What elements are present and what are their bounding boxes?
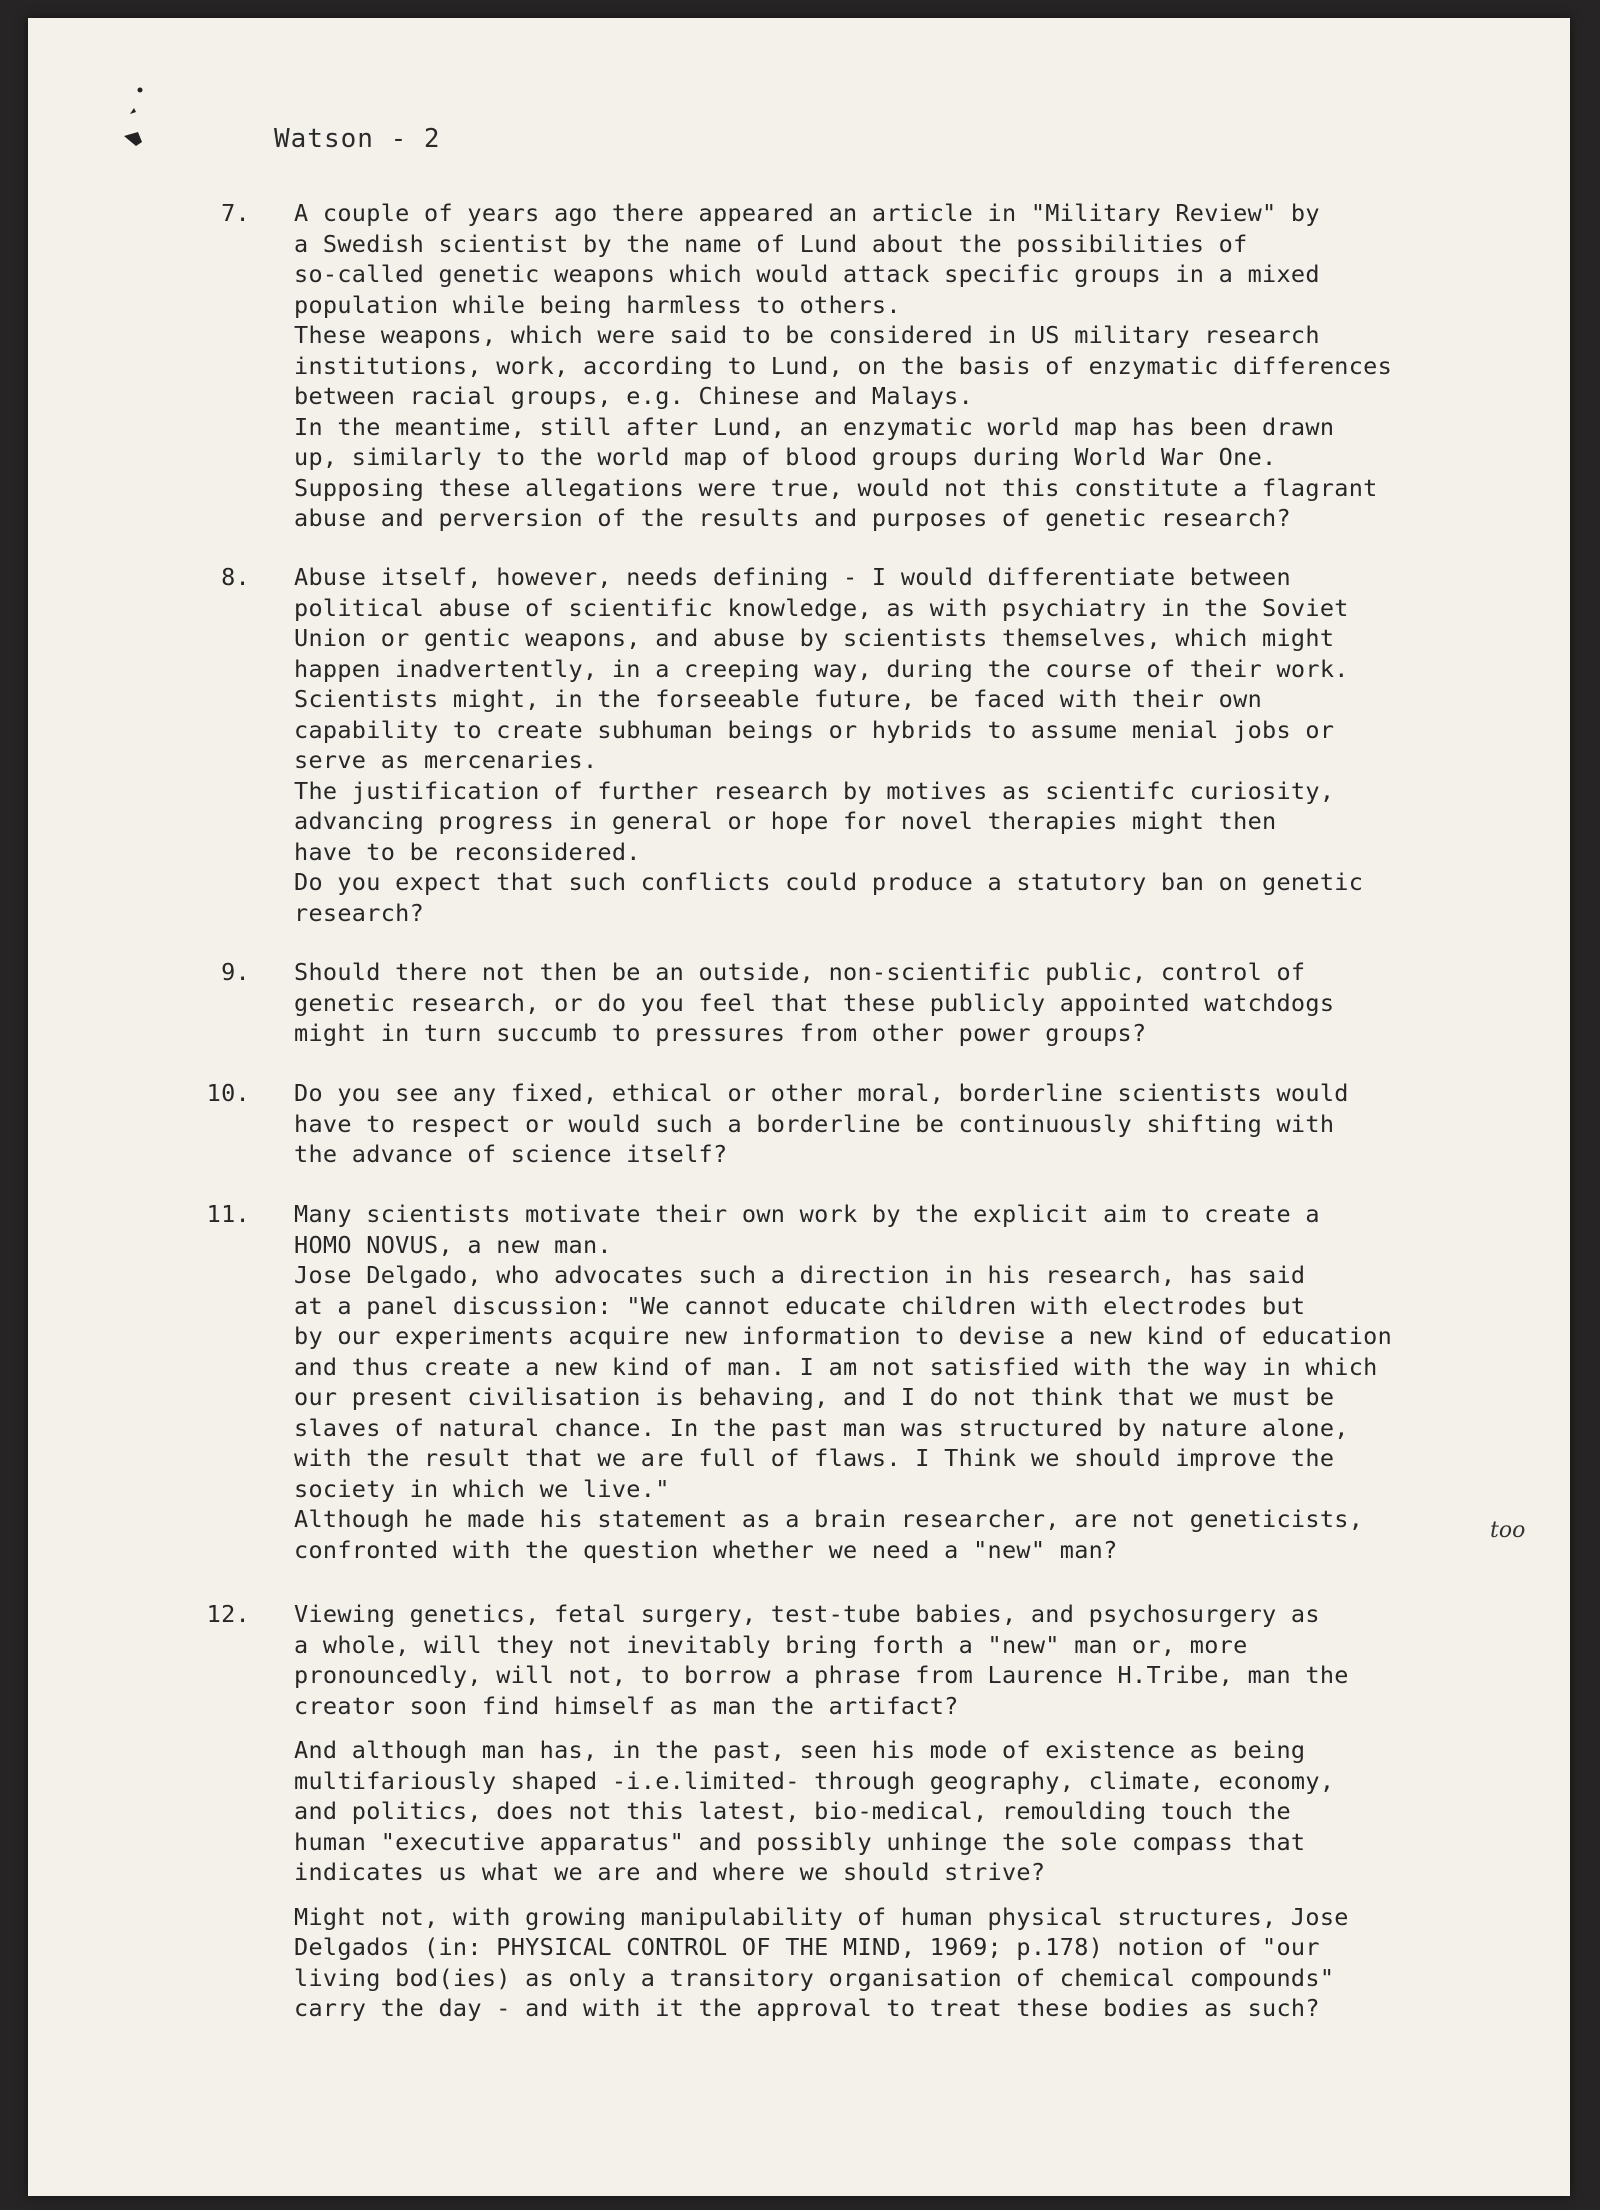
punch-hole-marks	[110, 84, 150, 164]
text-line: And although man has, in the past, seen his mode of existence as being	[294, 1736, 1306, 1764]
text-line: population while being harmless to others.	[294, 290, 901, 319]
text-line: confronted with the question whether we need a "new" man?	[294, 1535, 1118, 1564]
text-line: have to respect or would such a borderline be continuously shifting with	[294, 1109, 1335, 1138]
text-line: carry the day - and with it the approval to treat these bodies as such?	[294, 1994, 1320, 2022]
question-number: 9.	[221, 958, 250, 986]
text-line: In the meantime, still after Lund, an enzymatic world map has been drawn	[294, 412, 1335, 441]
question-text	[294, 1599, 1554, 2024]
paragraph	[294, 1735, 1554, 1888]
paragraph	[294, 198, 1554, 534]
text-line: and thus create a new kind of man. I am not satisfied with the way in which	[294, 1352, 1378, 1381]
question-text	[294, 562, 1554, 928]
text-line: political abuse of scientific knowledge, as with psychiatry in the Soviet	[294, 593, 1349, 622]
text-line: pronouncedly, will not, to borrow a phrase from Laurence H.Tribe, man the	[294, 1661, 1349, 1689]
text-line: Delgados (in: PHYSICAL CONTROL OF THE MIND, 1969; p.178) notion of "our	[294, 1933, 1320, 1961]
text-line: serve as mercenaries.	[294, 746, 598, 774]
text-line: happen inadvertently, in a creeping way, during the course of their work.	[294, 654, 1349, 683]
text-line: creator soon find himself as man the artifact?	[294, 1691, 959, 1720]
text-line: genetic research, or do you feel that these publicly appointed watchdogs	[294, 988, 1335, 1017]
paragraph	[294, 562, 1554, 928]
text-line: Do you see any fixed, ethical or other moral, borderline scientists would	[294, 1079, 1349, 1107]
text-line: human "executive apparatus" and possibly unhinge the sole compass that	[294, 1827, 1306, 1856]
text-line: Abuse itself, however, needs defining - I would differentiate between	[294, 563, 1291, 591]
text-line: indicates us what we are and where we should strive?	[294, 1858, 1046, 1886]
text-line: the advance of science itself?	[294, 1140, 728, 1168]
text-line: Scientists might, in the forseeable future, be faced with their own	[294, 685, 1263, 713]
text-line: Many scientists motivate their own work by the explicit aim to create a	[294, 1200, 1320, 1228]
text-line: a Swedish scientist by the name of Lund about the possibilities of	[294, 229, 1248, 258]
text-line: might in turn succumb to pressures from other power groups?	[294, 1019, 1147, 1047]
text-line: by our experiments acquire new information to devise a new kind of education	[294, 1322, 1393, 1350]
question-number: 11.	[206, 1200, 250, 1228]
text-line: Might not, with growing manipulability of human physical structures, Jose	[294, 1902, 1349, 1931]
question-number: 10.	[206, 1079, 250, 1107]
question-text	[294, 957, 1554, 1049]
paragraph	[294, 1599, 1554, 1721]
paragraph	[294, 1902, 1554, 2024]
question-text	[294, 1199, 1554, 1565]
text-line: living bod(ies) as only a transitory organisation of chemical compounds"	[294, 1963, 1335, 1992]
text-line: slaves of natural chance. In the past man was structured by nature alone,	[294, 1413, 1349, 1442]
text-line: have to be reconsidered.	[294, 837, 641, 866]
handwritten-annotation: too	[1490, 1518, 1526, 1543]
text-line: with the result that we are full of flaws. I Think we should improve the	[294, 1444, 1335, 1472]
question-text	[294, 1078, 1554, 1170]
text-line: so-called genetic weapons which would attack specific groups in a mixed	[294, 260, 1320, 288]
text-line: Viewing genetics, fetal surgery, test-tube babies, and psychosurgery as	[294, 1600, 1320, 1628]
text-line: institutions, work, according to Lund, on the basis of enzymatic differences	[294, 351, 1393, 380]
paragraph	[294, 1199, 1554, 1565]
question-number: 12.	[206, 1600, 250, 1628]
text-line: at a panel discussion: "We cannot educate children with electrodes but	[294, 1291, 1306, 1320]
text-line: Jose Delgado, who advocates such a direction in his research, has said	[294, 1261, 1306, 1289]
text-line: A couple of years ago there appeared an article in "Military Review" by	[294, 199, 1320, 227]
text-line: Do you expect that such conflicts could produce a statutory ban on genetic	[294, 868, 1364, 896]
text-line: multifariously shaped -i.e.limited- through geography, climate, economy,	[294, 1766, 1335, 1795]
question-number: 7.	[221, 199, 250, 227]
text-line: society in which we live."	[294, 1474, 670, 1503]
text-line: Should there not then be an outside, non-scientific public, control of	[294, 958, 1306, 986]
paragraph	[294, 957, 1554, 1049]
text-line: These weapons, which were said to be considered in US military research	[294, 321, 1320, 349]
text-line: up, similarly to the world map of blood groups during World War One.	[294, 443, 1277, 471]
text-line: research?	[294, 898, 425, 927]
question-number: 8.	[221, 563, 250, 591]
text-line: Although he made his statement as a brain researcher, are not geneticists,	[294, 1505, 1364, 1533]
text-line: between racial groups, e.g. Chinese and Malays.	[294, 382, 974, 410]
text-line: our present civilisation is behaving, and I do not think that we must be	[294, 1383, 1335, 1411]
text-line: Union or gentic weapons, and abuse by scientists themselves, which might	[294, 624, 1335, 652]
text-line: capability to create subhuman beings or hybrids to assume menial jobs or	[294, 715, 1335, 744]
question-text	[294, 198, 1554, 534]
text-line: advancing progress in general or hope for novel therapies might then	[294, 807, 1277, 835]
text-line: Supposing these allegations were true, would not this constitute a flagrant	[294, 473, 1378, 502]
text-line: The justification of further research by motives as scientifc curiosity,	[294, 776, 1335, 805]
page-header: Watson - 2	[274, 124, 441, 154]
paragraph	[294, 1078, 1554, 1170]
text-line: and politics, does not this latest, bio-medical, remoulding touch the	[294, 1797, 1291, 1825]
text-line: a whole, will they not inevitably bring forth a "new" man or, more	[294, 1630, 1248, 1659]
text-line: HOMO NOVUS, a new man.	[294, 1230, 612, 1259]
text-line: abuse and perversion of the results and purposes of genetic research?	[294, 504, 1291, 532]
